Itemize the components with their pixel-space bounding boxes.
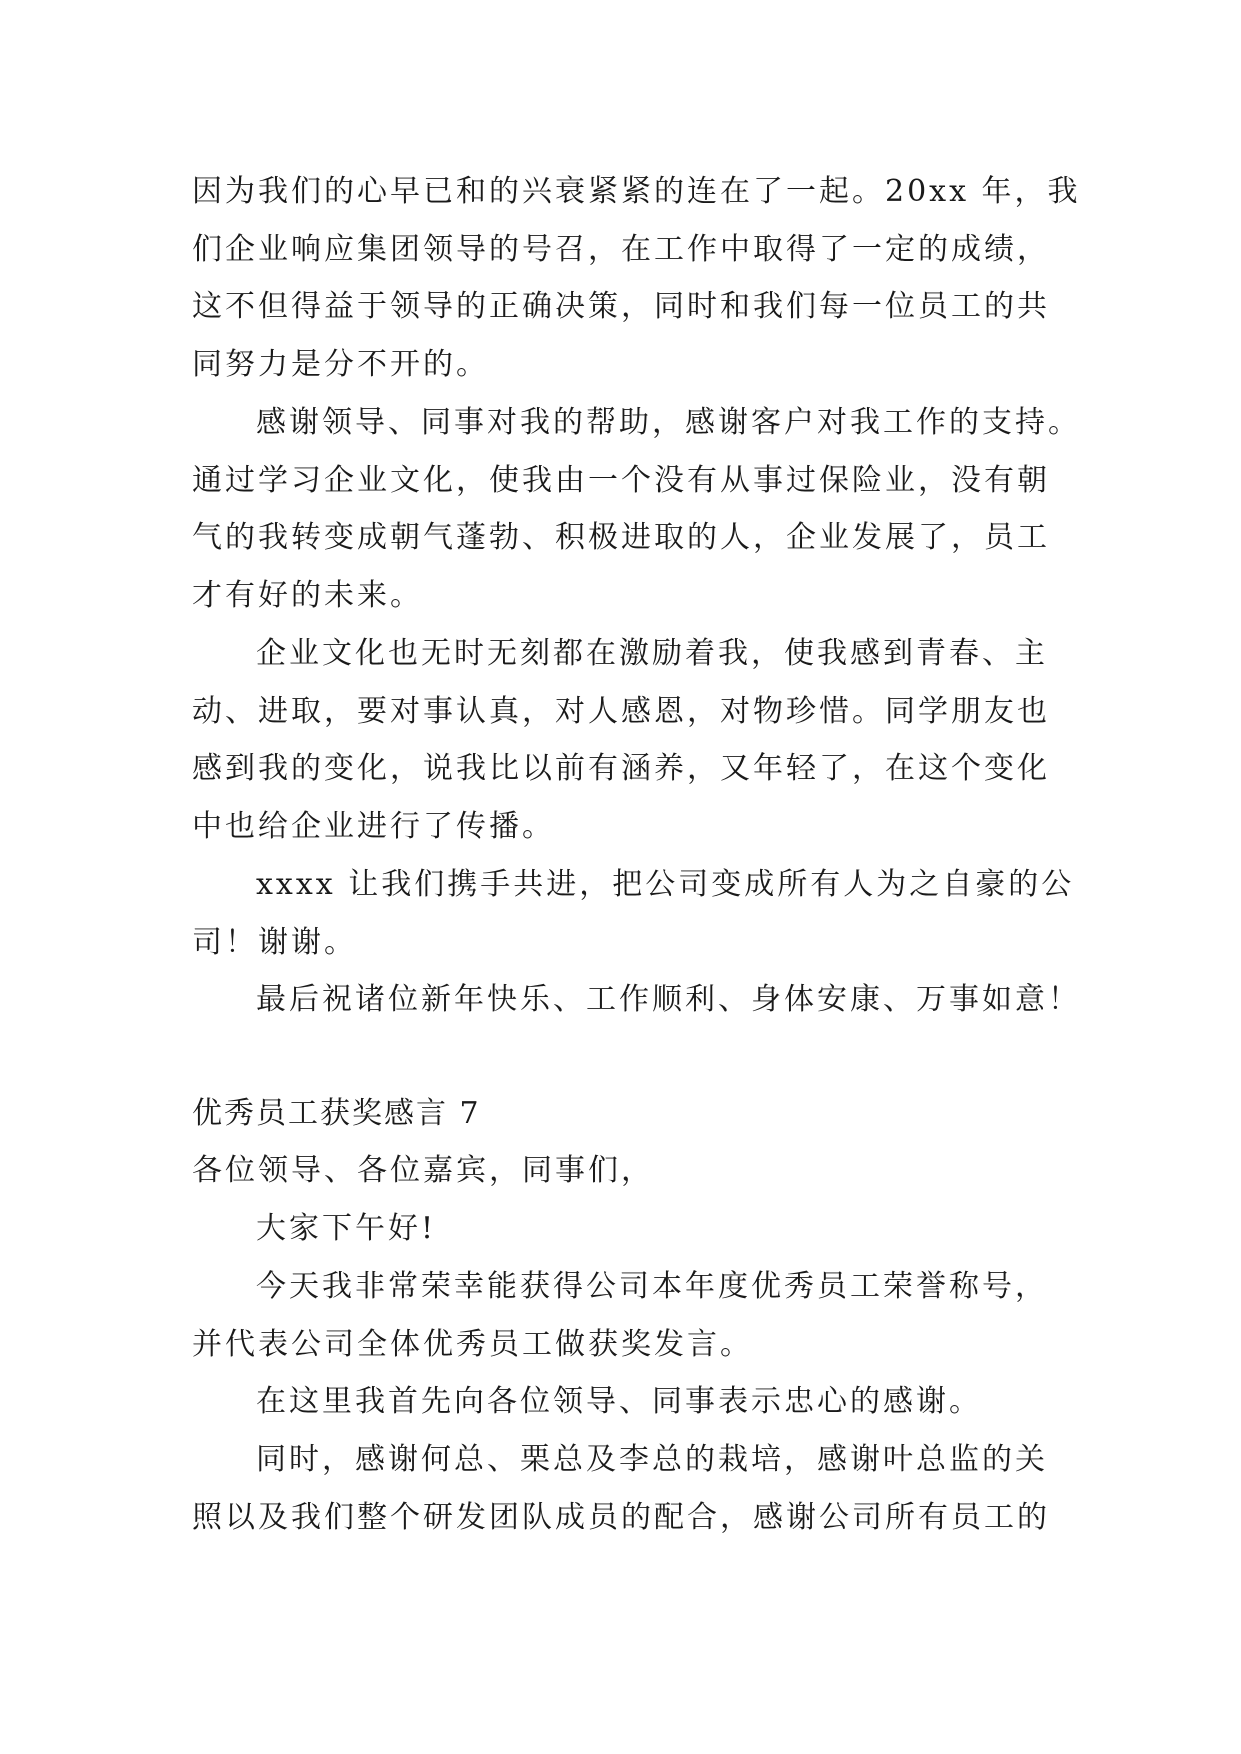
paragraph-line: 今天我非常荣幸能获得公司本年度优秀员工荣誉称号， xyxy=(256,1269,1048,1304)
paragraph-line: xxxx 让我们携手共进，把公司变成所有人为之自豪的公 xyxy=(256,867,1075,902)
salutation: 各位领导、各位嘉宾，同事们， xyxy=(192,1153,654,1188)
paragraph-line: 通过学习企业文化，使我由一个没有从事过保险业，没有朝 xyxy=(192,463,1050,498)
paragraph-line: 中也给企业进行了传播。 xyxy=(192,809,555,844)
paragraph-line: 企业文化也无时无刻都在激励着我，使我感到青春、主 xyxy=(256,636,1048,671)
paragraph-line: 司！谢谢。 xyxy=(192,925,357,960)
paragraph-line: 动、进取，要对事认真，对人感恩，对物珍惜。同学朋友也 xyxy=(192,694,1050,729)
section-title: 优秀员工获奖感言 7 xyxy=(192,1096,481,1131)
paragraph-line: 同努力是分不开的。 xyxy=(192,347,489,382)
paragraph-line: 并代表公司全体优秀员工做获奖发言。 xyxy=(192,1327,753,1362)
greeting: 大家下午好! xyxy=(256,1211,437,1246)
paragraph-line: 感到我的变化，说我比以前有涵养，又年轻了，在这个变化 xyxy=(192,751,1050,786)
paragraph-line: 在这里我首先向各位领导、同事表示忠心的感谢。 xyxy=(256,1384,982,1419)
paragraph-line: 们企业响应集团领导的号召，在工作中取得了一定的成绩， xyxy=(192,232,1050,267)
paragraph-line: 照以及我们整个研发团队成员的配合，感谢公司所有员工的 xyxy=(192,1500,1050,1535)
paragraph-line: 因为我们的心早已和的兴衰紧紧的连在了一起。20xx 年，我 xyxy=(192,174,1081,209)
paragraph-line: 气的我转变成朝气蓬勃、积极进取的人，企业发展了，员工 xyxy=(192,520,1050,555)
paragraph-line: 同时，感谢何总、栗总及李总的栽培，感谢叶总监的关 xyxy=(256,1442,1048,1477)
paragraph-line: 才有好的未来。 xyxy=(192,578,423,613)
paragraph-line: 这不但得益于领导的正确决策，同时和我们每一位员工的共 xyxy=(192,289,1050,324)
paragraph-line: 感谢领导、同事对我的帮助，感谢客户对我工作的支持。 xyxy=(256,405,1081,440)
paragraph-line: 最后祝诸位新年快乐、工作顺利、身体安康、万事如意！ xyxy=(256,982,1081,1017)
